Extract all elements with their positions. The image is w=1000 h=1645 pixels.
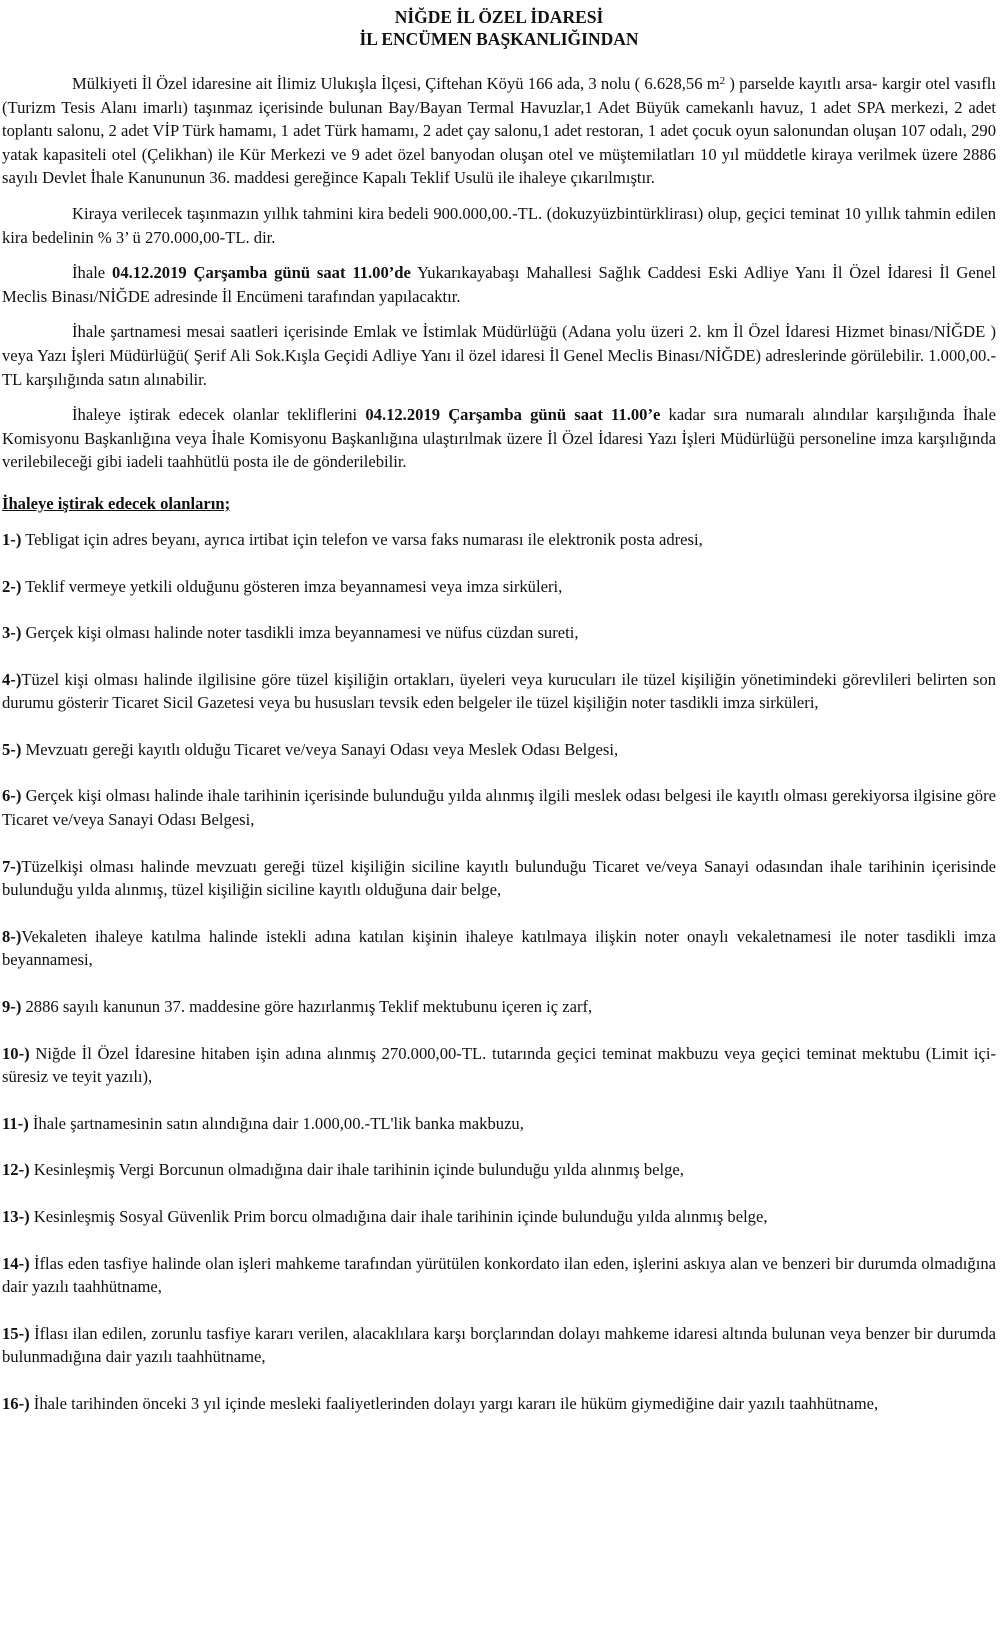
title-line-2: İL ENCÜMEN BAŞKANLIĞINDAN: [359, 29, 639, 49]
requirements-heading: İhaleye iştirak edecek olanların;: [2, 493, 231, 513]
item-number: 15-): [2, 1323, 30, 1343]
item-text: Gerçek kişi olması halinde ihale tarihinin içerisinde bulunduğu yılda alınmış ilgili meslek odası belgesi ile kayıtlı olması gerekiyorsa ilgisine göre Ticaret ve/veya Sanayi Odası Belgesi,: [2, 786, 996, 830]
item-number: 9-): [2, 997, 22, 1017]
list-item: [2, 1112, 996, 1136]
item-number: 1-): [2, 529, 22, 549]
tender-date-time: 04.12.2019 Çarşamba günü saat 11.00’de: [112, 263, 411, 283]
specs-paragraph: İhale şartnamesi mesai saatleri içerisinde Emlak ve İstimlak Müdürlüğü (Adana yolu üzeri 2. km İl Özel İdaresi Hizmet binası/NİĞDE ) veya Yazı İşleri Müdürlüğü( Şerif Ali Sok.Kışla Geçidi Adliye Yanı il özel idaresi İl Genel Meclis Binası/NİĞDE) adreslerinde görülebilir. 1.000,00.-TL karşılığında satın alınabilir.: [2, 322, 996, 389]
item-number: 8-): [2, 926, 22, 946]
item-number: 10-): [2, 1043, 30, 1063]
item-number: 14-): [2, 1253, 30, 1273]
list-item: [2, 668, 996, 715]
item-text: İhale şartnamesinin satın alındığına dair 1.000,00.-TL'lik banka makbuzu,: [28, 1113, 524, 1133]
item-text: Tebligat için adres beyanı, ayrıca irtibat için telefon ve varsa faks numarası ile elektronik posta adresi,: [21, 529, 703, 549]
list-item: [2, 528, 996, 552]
item-number: 13-): [2, 1207, 30, 1226]
item-text: Niğde İl Özel İdaresine hitaben işin adına alınmış 270.000,00-TL. tutarında geçici teminat makbuzu veya geçici teminat mektubu (Limit içi-süresiz ve teyit yazılı),: [2, 1043, 996, 1087]
tender-pre: İhale: [72, 263, 113, 283]
item-text: Tüzel kişi olması halinde ilgilisine göre tüzel kişiliğin ortakları, üyeleri veya kurucuları ile tüzel kişiliğin yönetimindeki görevlileri belirten son durumu gösterir Ticaret Sicil Gazetesi veya bu hususları tevsik eden belgeler ile tüzel kişiliğin noter tasdikli imza sirküleri,: [2, 669, 996, 713]
item-text: 2886 sayılı kanunun 37. maddesine göre hazırlanmış Teklif mektubunu içeren iç zarf,: [21, 997, 593, 1017]
title-line-1: NİĞDE İL ÖZEL İDARESİ: [394, 7, 604, 27]
item-text: Gerçek kişi olması halinde noter tasdikli imza beyannamesi ve nüfus cüzdan sureti,: [21, 623, 579, 643]
list-item: [2, 1252, 996, 1299]
item-text: Mevzuatı gereği kayıtlı olduğu Ticaret ve/veya Sanayi Odası veya Meslek Odası Belgesi,: [21, 739, 619, 759]
list-item: [2, 621, 996, 645]
requirements-list: [2, 528, 996, 1416]
item-text: Kesinleşmiş Vergi Borcunun olmadığına dair ihale tarihinin içinde bulunduğu yılda alınmış belge,: [29, 1160, 684, 1180]
square-superscript: 2: [719, 75, 726, 87]
item-number: 6-): [2, 786, 22, 806]
list-item: [2, 738, 996, 762]
item-text: Vekaleten ihaleye katılma halinde istekli adına katılan kişinin ihaleye katılmaya ilişkin noter onaylı vekaletnamesi ile noter tasdikli imza beyannamesi,: [2, 926, 996, 970]
item-number: 2-): [2, 576, 22, 596]
list-item: [2, 575, 996, 599]
item-text: İhale tarihinden önceki 3 yıl içinde mesleki faaliyetlerinden dolayı yargı kararı ile hüküm giymediğine dair yazılı taahhütname,: [29, 1393, 879, 1413]
item-text: Kesinleşmiş Sosyal Güvenlik Prim borcu olmadığına dair ihale tarihinin içinde bulunduğu yılda alınmış belge,: [29, 1207, 768, 1226]
bids-pre: İhaleye iştirak edecek olanlar tekliflerini: [72, 405, 366, 425]
list-item: [2, 1205, 996, 1229]
item-text: İflası ilan edilen, zorunlu tasfiye kararı verilen, alacaklılara karşı borçlarından dolayı mahkeme idaresi altında bulunan veya benzer bir durumda bulunmadığına dair yazılı taahhütname,: [2, 1323, 996, 1367]
list-item: [2, 995, 996, 1019]
item-number: 5-): [2, 739, 22, 759]
list-item: [2, 1322, 996, 1369]
item-number: 7-): [2, 856, 22, 876]
bids-paragraph: [2, 403, 996, 474]
bids-post: kadar sıra numaralı alındılar karşılığında İhale Komisyonu Başkanlığına veya İhale Komisyonu Başkanlığına ulaştırılmak üzere İl Özel İdaresi Yazı İşleri Müdürlüğü personeline imza karşılığında verilebileceği gibi iadeli taahhütlü posta ile de gönderilebilir.: [2, 405, 996, 472]
item-text: İflas eden tasfiye halinde olan işleri mahkeme tarafından yürütülen konkordato ilan eden, işlerini askıya alan ve benzeri bir durumda olmadığına dair yazılı taahhütname,: [2, 1253, 996, 1297]
item-number: 16-): [2, 1393, 30, 1413]
item-number: 4-): [2, 669, 22, 689]
intro-paragraph: [2, 70, 996, 190]
list-item: [2, 784, 996, 831]
bids-date-time: 04.12.2019 Çarşamba günü saat 11.00’e: [365, 405, 661, 425]
item-text: Teklif vermeye yetkili olduğunu gösteren imza beyannamesi veya imza sirküleri,: [21, 576, 563, 596]
item-number: 12-): [2, 1160, 30, 1180]
tender-post: Yukarıkayabaşı Mahallesi Sağlık Caddesi Eski Adliye Yanı İl Özel İdaresi İl Genel Meclis Binası/NİĞDE adresinde İl Encümeni tarafından yapılacaktır.: [2, 263, 997, 306]
list-item: [2, 1042, 996, 1089]
intro-text-a: Mülkiyeti İl Özel idaresine ait İlimiz Ulukışla İlçesi, Çiftehan Köyü 166 ada, 3 nolu ( 6.628,56 m: [72, 74, 720, 93]
item-number: 11-): [2, 1113, 29, 1133]
item-text: Tüzelkişi olması halinde mevzuatı gereği tüzel kişiliğin siciline kayıtlı bulunduğu Ticaret ve/veya Sanayi odasından ihale tarihinin içerisinde bulunduğu yılda alınmış, tüzel kişiliğin siciline kayıtlı olduğuna dair belge,: [2, 856, 996, 900]
list-item: [2, 925, 996, 972]
intro-text-b: ) parselde kayıtlı arsa- kargir otel vasıflı (Turizm Tesis Alanı imarlı) taşınmaz içerisinde bulunan Bay/Bayan Termal Havuzlar,1 Adet Büyük camekanlı havuz, 1 adet SPA merkezi, 2 adet toplantı salonu, 2 adet VİP Türk hamamı, 1 adet Türk hamamı, 2 adet çay salonu,1 adet restoran, 1 adet çocuk oyun salonundan oluşan 107 odalı, 290 yatak kapasiteli otel (Çelikhan) ile Kür Merkezi ve 9 adet özel banyodan oluşan otel ve müştemilatları 10 yıl müddetle kiraya verilmek üzere 2886 sayılı Devlet İhale Kanununun 36. maddesi gereğince Kapalı Teklif Usulü ile ihaleye çıkarılmıştır.: [2, 74, 996, 188]
list-item: [2, 1392, 996, 1416]
list-item: [2, 855, 996, 902]
rent-paragraph: Kiraya verilecek taşınmazın yıllık tahmini kira bedeli 900.000,00.-TL. (dokuzyüzbintürklirası) olup, geçici teminat 10 yıllık tahmin edilen kira bedelinin % 3’ ü 270.000,00-TL. dir.: [2, 203, 996, 247]
list-item: [2, 1158, 996, 1182]
item-number: 3-): [2, 623, 22, 643]
tender-paragraph: [2, 261, 996, 308]
